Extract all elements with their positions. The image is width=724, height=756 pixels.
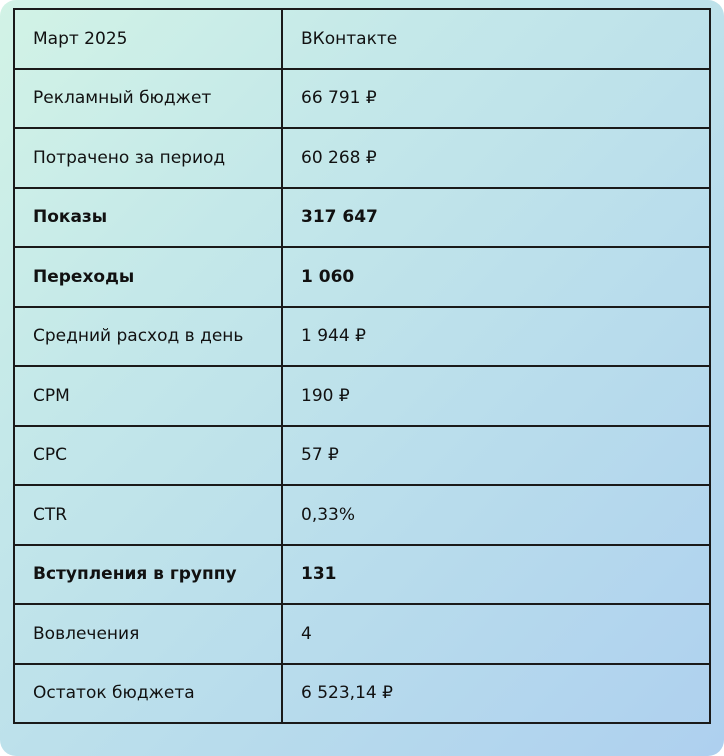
period-cell: Март 2025	[14, 9, 282, 69]
row-value: 131	[282, 545, 710, 605]
row-label: CPC	[14, 426, 282, 486]
platform-cell: ВКонтакте	[282, 9, 710, 69]
table-row-ctr	[14, 485, 710, 545]
row-value: 1 944 ₽	[282, 307, 710, 367]
row-value: 1 060	[282, 247, 710, 307]
row-label: Остаток бюджета	[14, 664, 282, 724]
row-label: Рекламный бюджет	[14, 69, 282, 129]
row-value: 190 ₽	[282, 366, 710, 426]
table-row-engagements	[14, 604, 710, 664]
row-label: Переходы	[14, 247, 282, 307]
table-row-daily-spend	[14, 307, 710, 367]
row-label: Потрачено за период	[14, 128, 282, 188]
table-row-budget-remaining	[14, 664, 710, 724]
table-row-cpc	[14, 426, 710, 486]
row-label: Показы	[14, 188, 282, 248]
row-label: CTR	[14, 485, 282, 545]
table-row-spent	[14, 128, 710, 188]
table-row-impressions	[14, 188, 710, 248]
table-row-header	[14, 9, 710, 69]
table-row-clicks	[14, 247, 710, 307]
table-row-budget	[14, 69, 710, 129]
row-value: 66 791 ₽	[282, 69, 710, 129]
row-label: Вовлечения	[14, 604, 282, 664]
row-value: 317 647	[282, 188, 710, 248]
row-value: 60 268 ₽	[282, 128, 710, 188]
row-label: CPM	[14, 366, 282, 426]
ad-report-table-body	[14, 9, 710, 723]
table-row-group-joins	[14, 545, 710, 605]
row-value: 57 ₽	[282, 426, 710, 486]
table-row-cpm	[14, 366, 710, 426]
row-value: 0,33%	[282, 485, 710, 545]
row-value: 4	[282, 604, 710, 664]
row-value: 6 523,14 ₽	[282, 664, 710, 724]
ad-report-table	[13, 8, 711, 724]
row-label: Средний расход в день	[14, 307, 282, 367]
row-label: Вступления в группу	[14, 545, 282, 605]
